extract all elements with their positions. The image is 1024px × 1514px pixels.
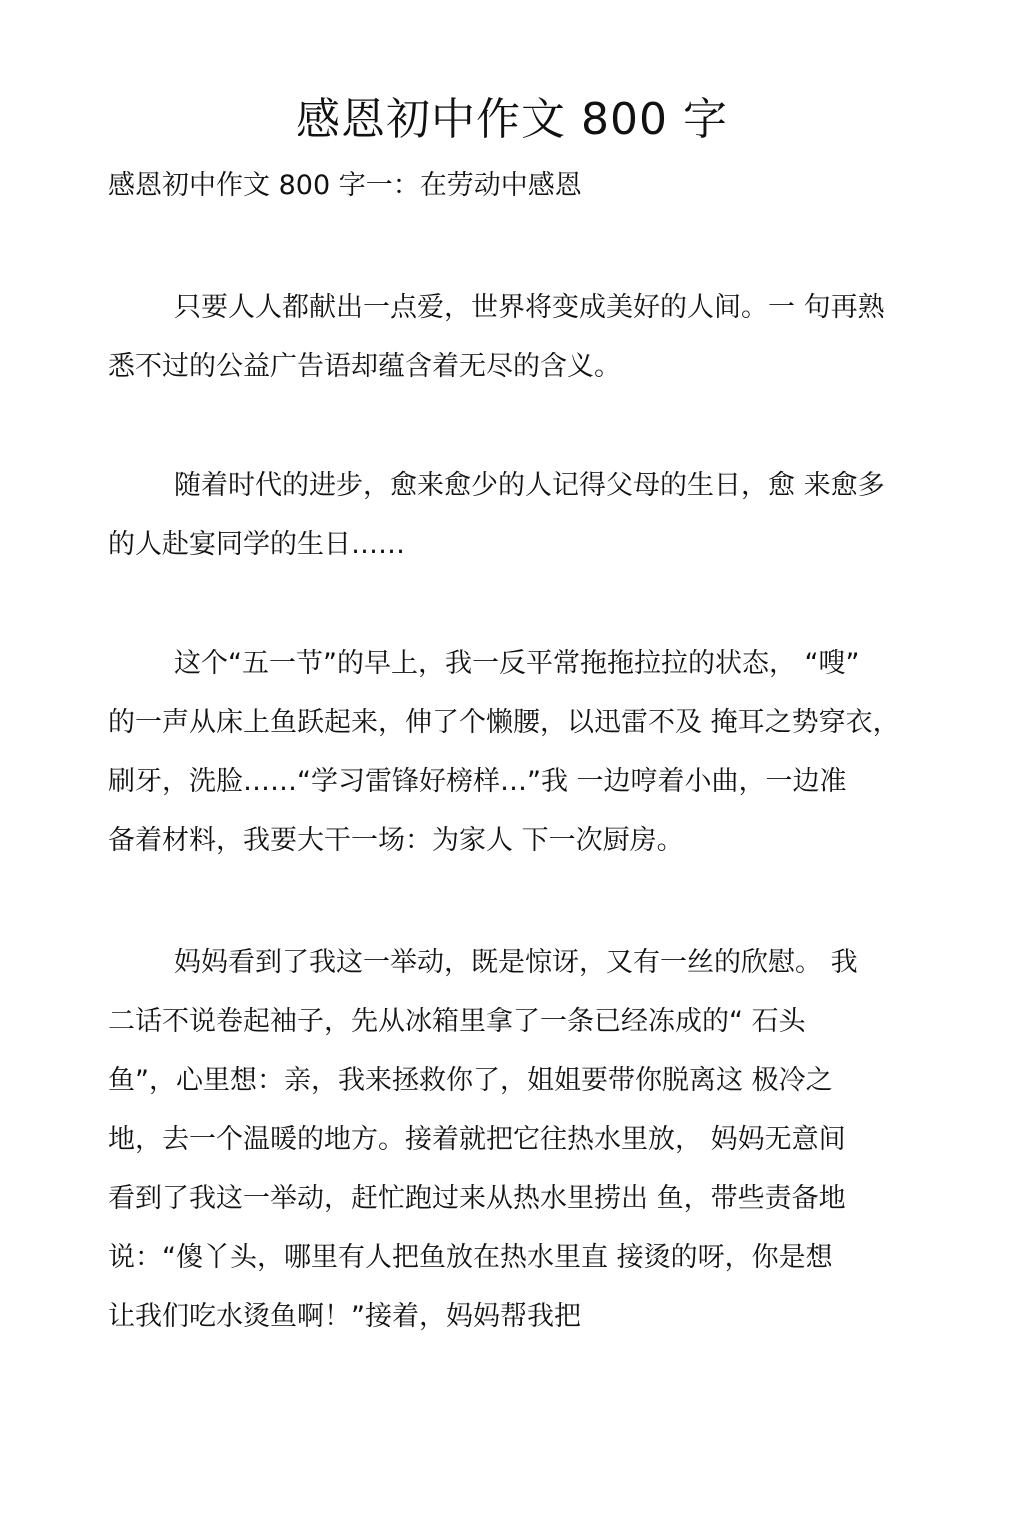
paragraph-line: 悉不过的公益广告语却蕴含着无尽的含义。 (108, 351, 621, 382)
section-heading: 感恩初中作文 800 字一：在劳动中感恩 (108, 170, 582, 201)
paragraph-3 (108, 634, 938, 870)
paragraph-line: 说：“傻丫头，哪里有人把鱼放在热水里直 接烫的呀，你是想 (108, 1242, 833, 1273)
paragraph-4 (108, 933, 938, 1346)
paragraph-line: 这个“五一节”的早上，我一反平常拖拖拉拉的状态， “嗖” (174, 648, 860, 679)
paragraph-line: 鱼”，心里想：亲，我来拯救你了，姐姐要带你脱离这 极冷之 (108, 1065, 833, 1096)
paragraph-1 (108, 278, 938, 396)
paragraph-line: 随着时代的进步，愈来愈少的人记得父母的生日，愈 来愈多 (174, 470, 885, 501)
paragraph-line: 让我们吃水烫鱼啊！”接着，妈妈帮我把 (108, 1301, 581, 1332)
paragraph-line: 刷牙，洗脸……“学习雷锋好榜样…”我 一边哼着小曲，一边准 (108, 766, 847, 797)
paragraph-line: 备着材料，我要大干一场：为家人 下一次厨房。 (108, 825, 684, 856)
paragraph-line: 只要人人都献出一点爱，世界将变成美好的人间。一 句再熟 (174, 292, 885, 323)
paragraph-line: 看到了我这一举动，赶忙跑过来从热水里捞出 鱼，带些责备地 (108, 1183, 846, 1214)
paragraph-line: 地，去一个温暖的地方。接着就把它往热水里放， 妈妈无意间 (108, 1124, 846, 1155)
paragraph-line: 妈妈看到了我这一举动，既是惊讶，又有一丝的欣慰。 我 (174, 947, 858, 978)
paragraph-line: 的人赴宴同学的生日…… (108, 529, 405, 560)
page-title: 感恩初中作文 800 字 (296, 94, 728, 145)
paragraph-2 (108, 456, 938, 574)
paragraph-line: 二话不说卷起袖子，先从冰箱里拿了一条已经冻成的“ 石头 (108, 1006, 806, 1037)
paragraph-line: 的一声从床上鱼跃起来，伸了个懒腰，以迅雷不及 掩耳之势穿衣， (108, 707, 900, 738)
